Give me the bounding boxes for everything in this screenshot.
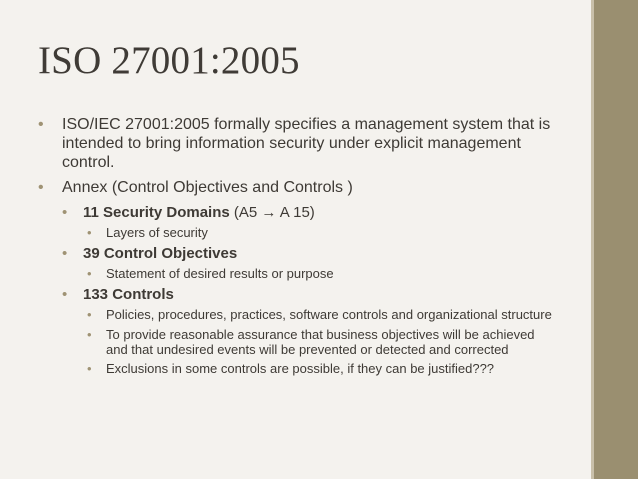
- bullet-text: ISO/IEC 27001:2005 formally specifies a management system that is intended to bring information security under explicit management control.: [62, 116, 551, 171]
- sub-bullet-item: [38, 286, 558, 304]
- bullet-dot-icon: •: [62, 285, 68, 303]
- right-decorative-band: [594, 0, 638, 479]
- bullet-item: [38, 179, 558, 198]
- sub-sub-bullet-item: [38, 361, 558, 376]
- sub-sub-bullet-text: Layers of security: [106, 225, 208, 241]
- bullet-dot-icon: •: [38, 178, 44, 196]
- bullet-dot-icon: •: [62, 203, 68, 221]
- bullet-text: Annex (Control Objectives and Controls ): [62, 178, 353, 196]
- bullet-dot-icon: •: [87, 307, 92, 323]
- sub-bullet-text: (A5 → A 15): [229, 203, 315, 221]
- sub-bullet-bold-text: 133 Controls: [83, 285, 174, 303]
- sub-sub-bullet-item: [38, 225, 558, 240]
- slide-content: [38, 116, 558, 381]
- bullet-dot-icon: •: [87, 326, 92, 342]
- sub-bullet-item: [38, 245, 558, 263]
- bullet-item: [38, 116, 558, 173]
- sub-bullet-bold-text: 11 Security Domains: [83, 203, 230, 221]
- right-band-accent-line: [591, 0, 594, 479]
- sub-sub-bullet-item: [38, 327, 558, 358]
- sub-sub-bullet-text: Exclusions in some controls are possible, if they can be justified???: [106, 361, 495, 377]
- bullet-dot-icon: •: [87, 361, 92, 377]
- sub-sub-bullet-item: [38, 307, 558, 322]
- bullet-dot-icon: •: [87, 266, 92, 282]
- bullet-dot-icon: •: [38, 116, 44, 133]
- slide-title: ISO 27001:2005: [38, 39, 300, 82]
- sub-bullet-bold-text: 39 Control Objectives: [83, 244, 238, 262]
- sub-sub-bullet-item: [38, 266, 558, 281]
- bullet-dot-icon: •: [87, 225, 92, 241]
- bullet-dot-icon: •: [62, 244, 68, 262]
- sub-sub-bullet-text: Policies, procedures, practices, software controls and organizational structure: [106, 307, 552, 323]
- sub-bullet-item: [38, 204, 558, 222]
- sub-sub-bullet-text: To provide reasonable assurance that business objectives will be achieved and that undesired events will be prevented or detected and corrected: [106, 326, 535, 357]
- sub-sub-bullet-text: Statement of desired results or purpose: [106, 266, 334, 282]
